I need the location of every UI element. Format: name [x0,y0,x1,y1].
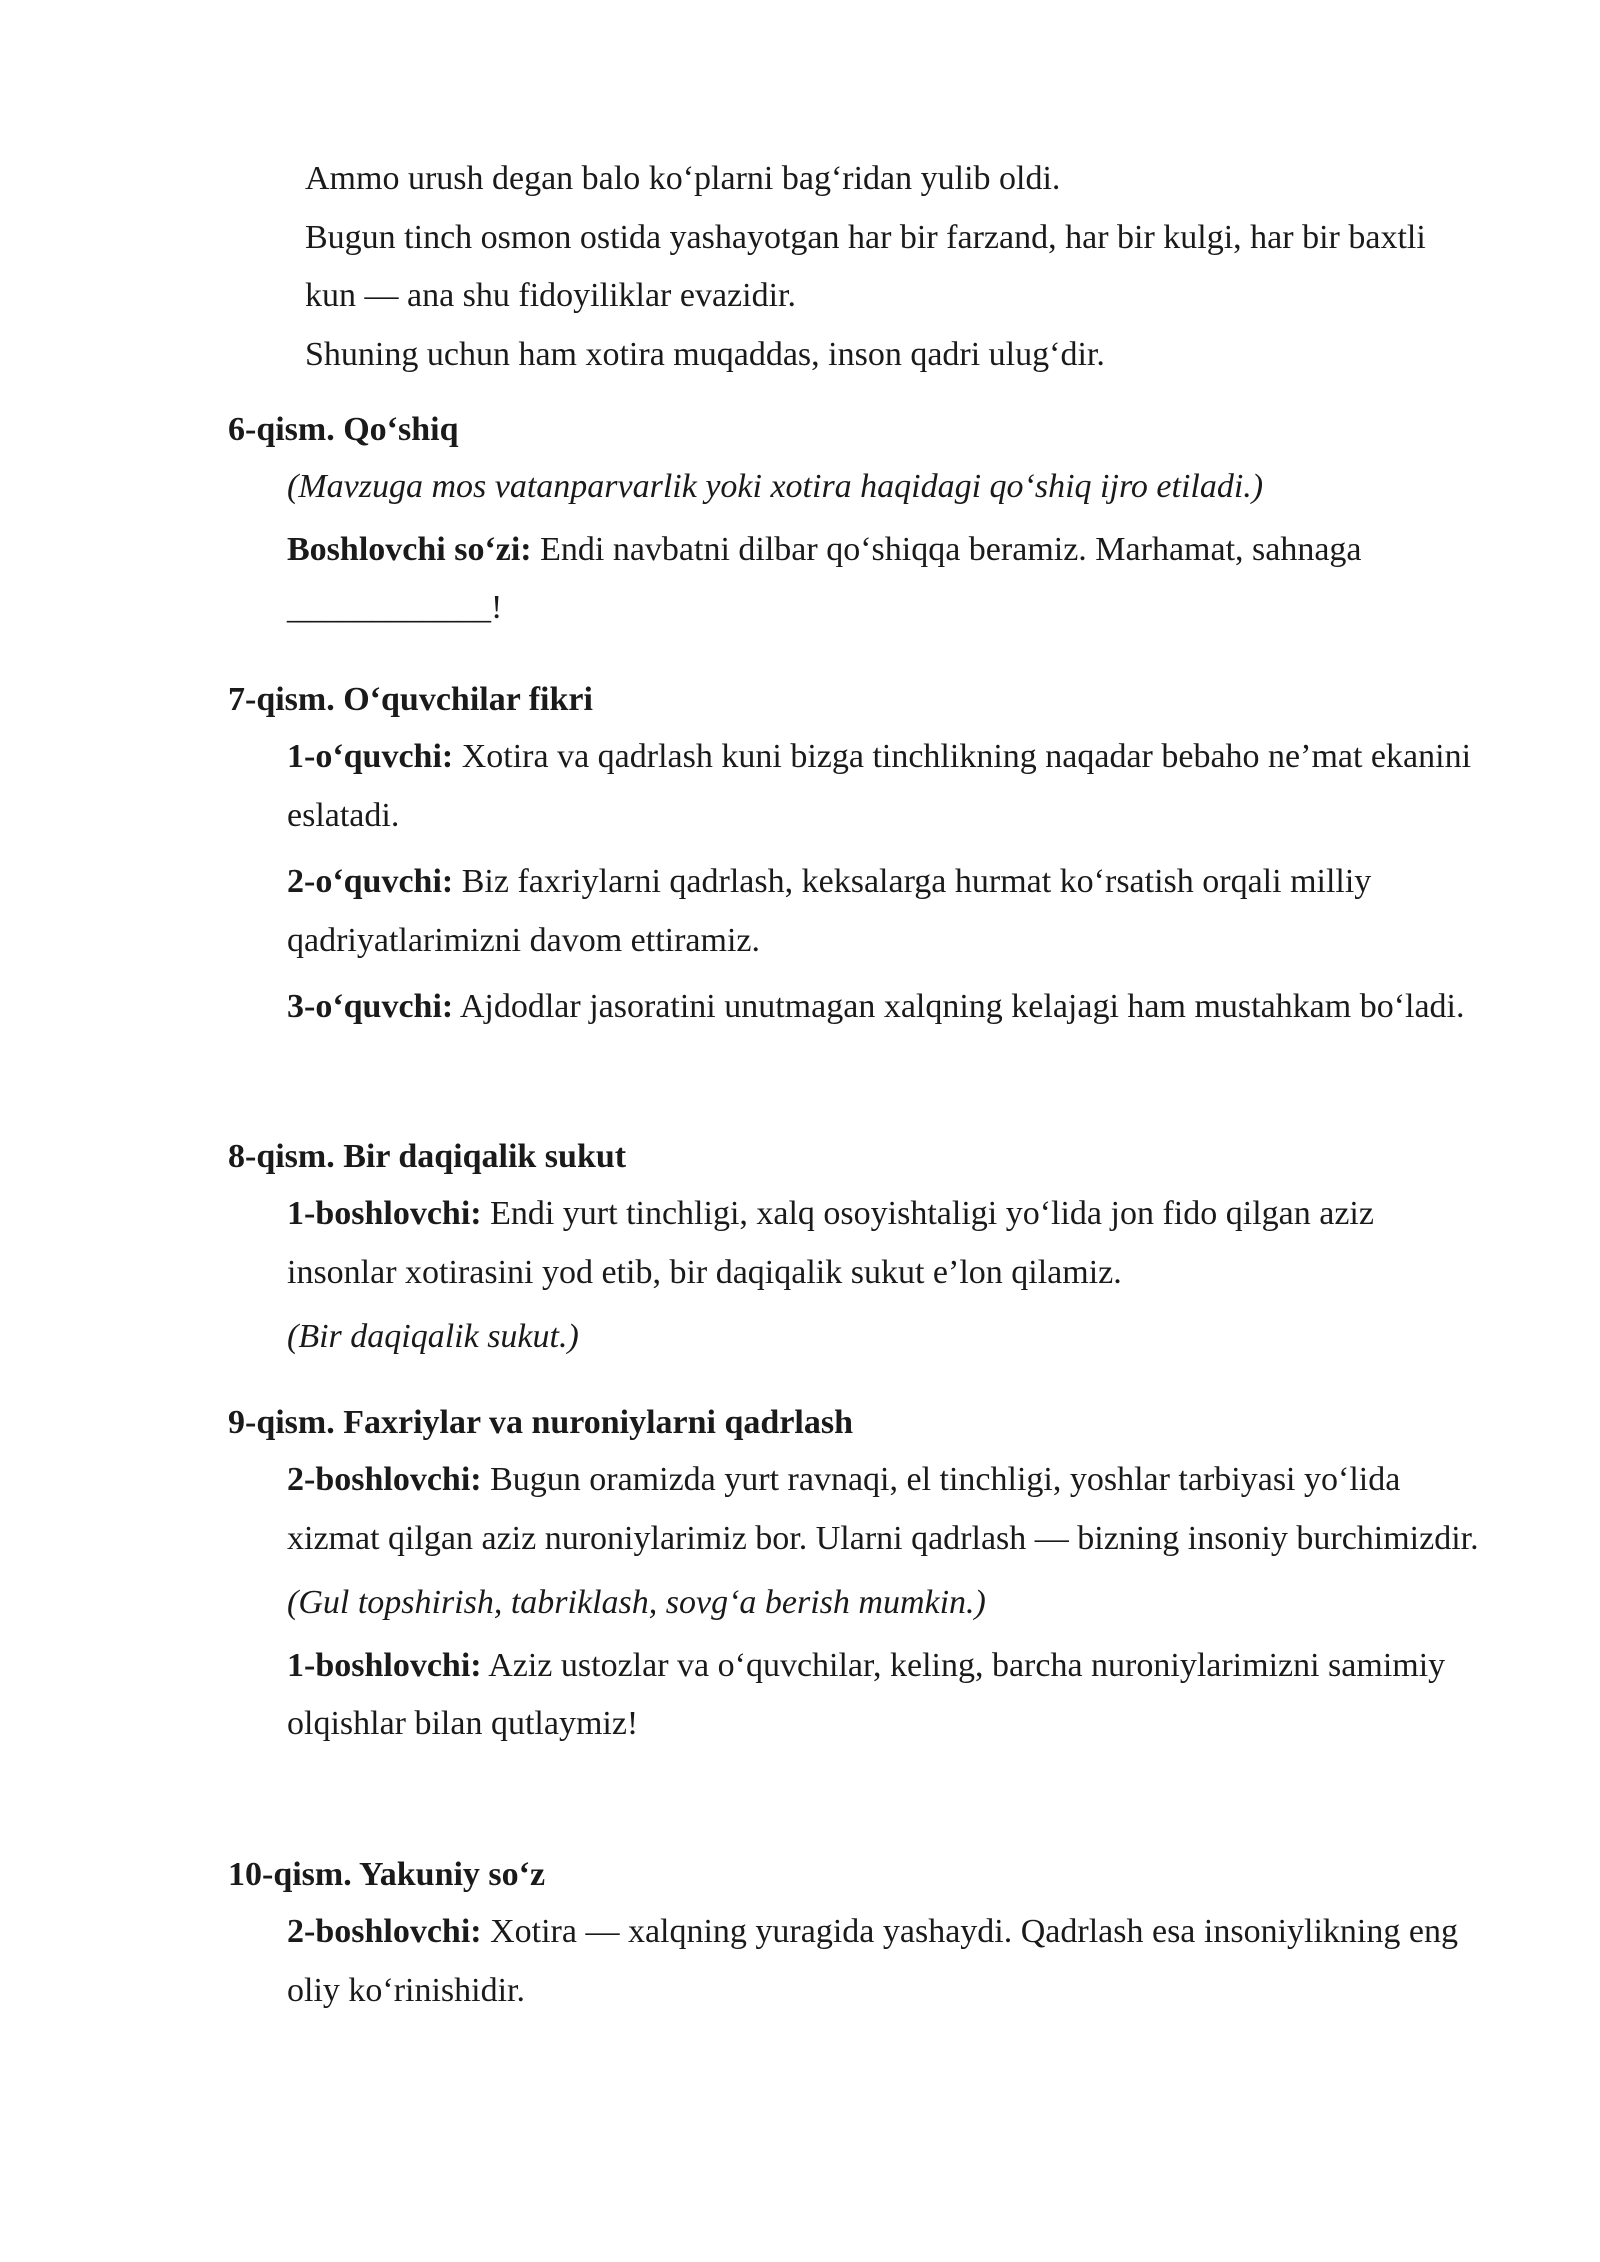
speaker-label: 3-o‘quvchi: [287,988,454,1025]
section-8 [228,1137,1508,1367]
speaker-paragraph [287,853,1487,970]
speaker-paragraph [287,1185,1487,1302]
speaker-paragraph [287,521,1487,638]
speaker-paragraph [287,1637,1487,1754]
section-heading: 6-qism. Qo‘shiq [228,411,459,448]
speaker-label: 1-boshlovchi: [287,1195,482,1232]
speaker-label: 1-o‘quvchi: [287,738,454,775]
intro-line: Shuning uchun ham xotira muqaddas, inson qadri ulug‘dir. [305,335,1105,373]
speaker-paragraph [287,978,1487,1037]
speaker-text: Endi yurt tinchligi, xalq osoyishtaligi yo‘lida jon fido qilgan aziz insonlar xotirasini yod etib, bir daqiqalik sukut e’lon qilamiz. [287,1195,1374,1291]
speaker-label: Boshlovchi so‘zi: [287,530,532,568]
section-body [287,1903,1487,2020]
section-body [287,1451,1487,1754]
speaker-text: Bugun oramizda yurt ravnaqi, el tinchligi, yoshlar tarbiyasi yo‘lida xizmat qilgan aziz nuroniylarimiz bor. Ularni qadrlash — bizning insoniy burchimizdir. [287,1461,1479,1557]
section-heading: 7-qism. O‘quvchilar fikri [228,681,593,718]
speaker-text: Ajdodlar jasoratini unutmagan xalqning kelajagi ham mustahkam bo‘ladi. [453,988,1465,1025]
speaker-paragraph [287,1903,1487,2020]
section-body [287,728,1487,1037]
intro-line: Ammo urush degan balo ko‘plarni bag‘ridan yulib oldi. [305,160,1061,197]
stage-direction: (Bir daqiqalik sukut.) [287,1318,579,1355]
section-7 [228,680,1508,1037]
section-body [287,1185,1487,1367]
speaker-text: Xotira — xalqning yuragida yashaydi. Qadrlash esa insoniylikning eng oliy ko‘rinishidir. [287,1913,1458,2009]
speaker-text: Endi navbatni dilbar qo‘shiqqa beramiz. Marhamat, sahnaga ____________! [287,530,1362,626]
speaker-label: 2-boshlovchi: [287,1461,482,1498]
section-heading: 8-qism. Bir daqiqalik sukut [228,1138,627,1175]
stage-direction: (Mavzuga mos vatanparvarlik yoki xotira haqidagi qo‘shiq ijro etiladi.) [287,468,1264,505]
intro-line: Bugun tinch osmon ostida yashayotgan har bir farzand, har bir kulgi, har bir baxtli kun — ana shu fidoyiliklar evazidir. [305,218,1426,314]
section-9 [228,1403,1508,1754]
section-body [287,458,1487,638]
speaker-label: 2-o‘quvchi: [287,863,454,900]
speaker-paragraph [287,728,1487,845]
section-10 [228,1855,1508,2020]
speaker-text: Xotira va qadrlash kuni bizga tinchlikning naqadar bebaho ne’mat ekanini eslatadi. [287,738,1472,834]
speaker-label: 1-boshlovchi: [287,1646,482,1684]
stage-direction: (Gul topshirish, tabriklash, sovg‘a berish mumkin.) [287,1584,986,1621]
speaker-text: Biz faxriylarni qadrlash, keksalarga hurmat ko‘rsatish orqali milliy qadriyatlarimizni davom ettiramiz. [287,863,1372,959]
speaker-paragraph [287,1451,1487,1568]
section-heading: 10-qism. Yakuniy so‘z [228,1856,546,1893]
section-heading: 9-qism. Faxriylar va nuroniylarni qadrlash [228,1404,853,1441]
speaker-label: 2-boshlovchi: [287,1913,482,1950]
speaker-text: Aziz ustozlar va o‘quvchilar, keling, barcha nuroniylarimizni samimiy olqishlar bilan qutlaymiz! [287,1646,1446,1742]
intro-block [305,150,1505,384]
section-6 [228,410,1508,638]
